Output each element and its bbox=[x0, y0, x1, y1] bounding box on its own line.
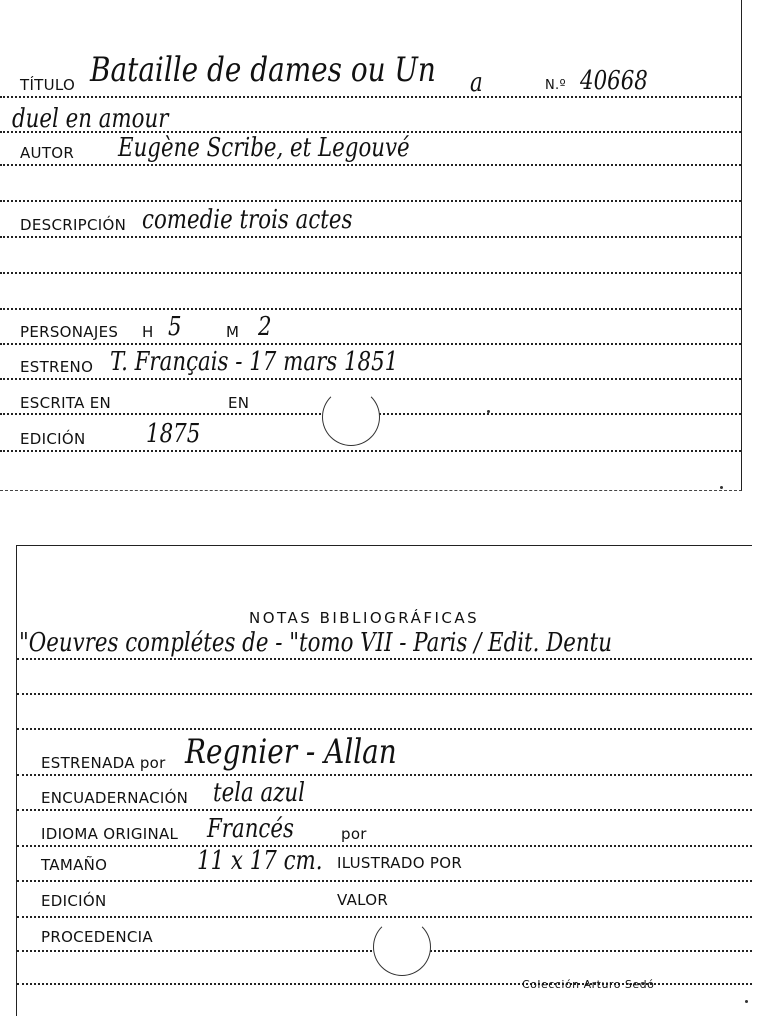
titulo-line bbox=[0, 96, 741, 98]
descripcion-label: DESCRIPCIÓN bbox=[20, 216, 127, 234]
idioma-label: IDIOMA ORIGINAL bbox=[41, 825, 179, 843]
speck bbox=[745, 1000, 748, 1003]
escrita-label: ESCRITA EN bbox=[20, 394, 112, 412]
encuadernacion-value: tela azul bbox=[213, 778, 305, 808]
estrenada-label: ESTRENADA por bbox=[41, 754, 166, 772]
descripcion-line-3 bbox=[0, 308, 741, 310]
autor-line bbox=[0, 164, 741, 166]
h-label: H bbox=[142, 323, 154, 341]
speck bbox=[720, 486, 723, 489]
m-label: M bbox=[226, 323, 240, 341]
por-label: por bbox=[341, 825, 367, 843]
autor-value: Eugène Scribe, et Legouvé bbox=[118, 133, 410, 163]
estrenada-value: Regnier - Allan bbox=[185, 732, 397, 772]
numero-label: N.º bbox=[545, 78, 566, 93]
tamano-value: 11 x 17 cm. bbox=[197, 846, 323, 876]
procedencia-label: PROCEDENCIA bbox=[41, 928, 153, 946]
catalog-card-back bbox=[16, 545, 752, 1016]
estrenada-line bbox=[17, 774, 752, 776]
notas-heading: NOTAS BIBLIOGRÁFICAS bbox=[249, 609, 480, 627]
numero-value: 40668 bbox=[580, 66, 648, 96]
descripcion-value: comedie trois actes bbox=[142, 205, 353, 235]
catalog-card-front bbox=[0, 0, 742, 491]
coleccion-stamp: Colección Arturo Sedó bbox=[522, 978, 655, 991]
titulo-label: TÍTULO bbox=[20, 76, 76, 94]
idioma-line bbox=[17, 845, 752, 847]
personajes-label: PERSONAJES bbox=[20, 323, 119, 341]
edicion-label: EDICIÓN bbox=[20, 430, 86, 448]
notas-value: "Oeuvres complétes de - "tomo VII - Paris / Edit. Dentu bbox=[19, 628, 612, 658]
punch-hole bbox=[322, 388, 380, 446]
edicion-line bbox=[0, 450, 741, 452]
speck bbox=[487, 410, 490, 413]
estreno-line bbox=[0, 378, 741, 380]
idioma-value: Francés bbox=[207, 814, 294, 844]
notas-line bbox=[17, 658, 752, 660]
punch-hole bbox=[373, 918, 431, 976]
tamano-line bbox=[17, 880, 752, 882]
encuadernacion-label: ENCUADERNACIÓN bbox=[41, 789, 189, 807]
notas-line-3 bbox=[17, 728, 752, 730]
edicion-value: 1875 bbox=[146, 419, 201, 449]
autor-label: AUTOR bbox=[20, 144, 75, 162]
ilustrado-label: ILUSTRADO POR bbox=[337, 854, 463, 872]
numero-prefix: a bbox=[470, 68, 483, 98]
descripcion-line-2 bbox=[0, 272, 741, 274]
notas-line-2 bbox=[17, 693, 752, 695]
tamano-label: TAMAÑO bbox=[41, 856, 108, 874]
titulo-value-cont: duel en amour bbox=[12, 104, 169, 134]
valor-label: VALOR bbox=[337, 891, 389, 909]
h-value: 5 bbox=[168, 312, 182, 342]
estreno-value: T. Français - 17 mars 1851 bbox=[110, 347, 399, 377]
personajes-line bbox=[0, 343, 741, 345]
descripcion-line bbox=[0, 236, 741, 238]
encuadernacion-line bbox=[17, 809, 752, 811]
edicion-line bbox=[17, 916, 752, 918]
blank-line bbox=[0, 200, 741, 202]
titulo-value: Bataille de dames ou Un bbox=[90, 50, 436, 90]
m-value: 2 bbox=[258, 312, 272, 342]
en-label: EN bbox=[228, 394, 250, 412]
estreno-label: ESTRENO bbox=[20, 358, 94, 376]
edicion-label-2: EDICIÓN bbox=[41, 892, 107, 910]
